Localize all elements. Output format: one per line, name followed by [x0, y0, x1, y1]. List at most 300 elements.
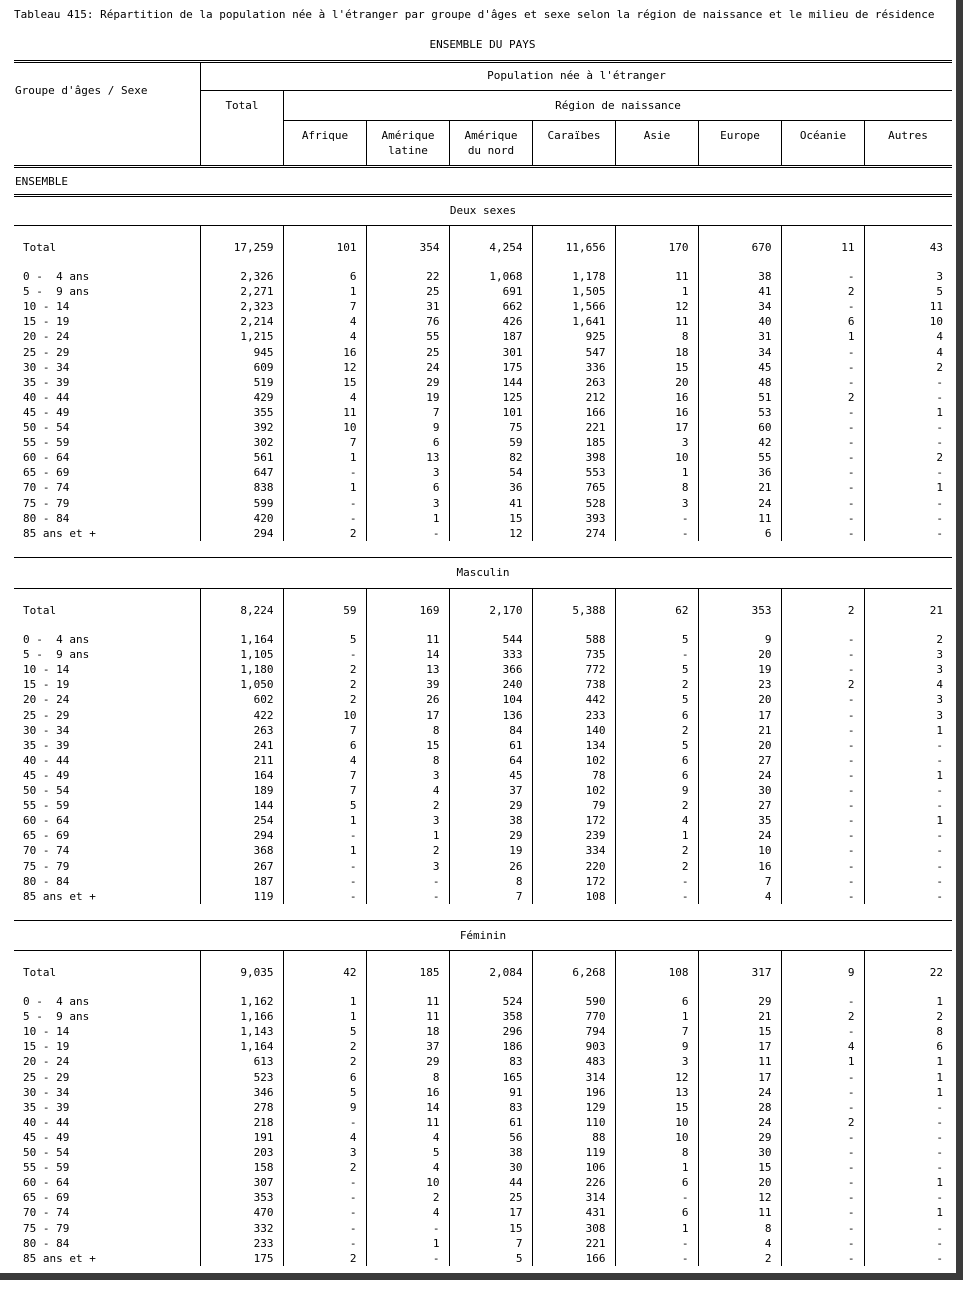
- cell: 1: [781, 329, 864, 344]
- cell: -: [864, 1236, 952, 1251]
- cell: 9: [366, 420, 449, 435]
- cell: 925: [532, 329, 615, 344]
- cell: -: [781, 526, 864, 541]
- cell: 353: [698, 603, 781, 618]
- cell: 54: [449, 465, 532, 480]
- cell: 19: [366, 390, 449, 405]
- cell: -: [781, 1236, 864, 1251]
- cell: 2: [781, 284, 864, 299]
- row-label: 15 - 19: [23, 315, 70, 329]
- cell: 5: [283, 1024, 366, 1039]
- cell: 267: [200, 859, 283, 874]
- cell: -: [781, 843, 864, 858]
- cell: 599: [200, 496, 283, 511]
- cell: -: [781, 1070, 864, 1085]
- cell: 166: [532, 405, 615, 420]
- cell: 4: [366, 1205, 449, 1220]
- cell: -: [283, 859, 366, 874]
- cell: 1: [366, 1236, 449, 1251]
- cell: 20: [615, 375, 698, 390]
- cell: 8: [366, 753, 449, 768]
- cell: 22: [864, 965, 952, 980]
- cell: 82: [449, 450, 532, 465]
- total-row: [14, 965, 952, 980]
- cell: 15: [698, 1160, 781, 1175]
- row-label: 65 - 69: [23, 1191, 70, 1205]
- cell: 1: [864, 723, 952, 738]
- cell: 212: [532, 390, 615, 405]
- table-row: [14, 768, 952, 783]
- cell: 2: [781, 677, 864, 692]
- cell: -: [864, 843, 952, 858]
- cell: 91: [449, 1085, 532, 1100]
- cell: 59: [449, 435, 532, 450]
- cell: 3: [366, 465, 449, 480]
- table-row: [14, 1039, 952, 1054]
- cell: 119: [200, 889, 283, 904]
- table-row: [14, 360, 952, 375]
- cell: 76: [366, 314, 449, 329]
- row-label: 0 - 4 ans: [23, 633, 90, 647]
- cell: 7: [283, 783, 366, 798]
- row-label: 25 - 29: [23, 708, 70, 722]
- cell: 27: [698, 798, 781, 813]
- cell: 336: [532, 360, 615, 375]
- row-label: 30 - 34: [23, 1085, 70, 1099]
- cell: 2: [864, 632, 952, 647]
- cell: 36: [449, 480, 532, 495]
- cell: 166: [532, 1251, 615, 1266]
- table-title: Répartition de la population née à l'étranger par groupe d'âges et sexe selon la région de naissance et le milieu de résidence: [100, 8, 935, 21]
- cell: 735: [532, 647, 615, 662]
- cell: 102: [532, 753, 615, 768]
- cell: -: [615, 511, 698, 526]
- cell: -: [864, 1190, 952, 1205]
- cell: 106: [532, 1160, 615, 1175]
- cell: 30: [698, 1145, 781, 1160]
- table-row: [14, 662, 952, 677]
- cell: 189: [200, 783, 283, 798]
- cell: -: [781, 299, 864, 314]
- table-row: [14, 390, 952, 405]
- cell: 6: [366, 480, 449, 495]
- row-label-header: Groupe d'âges / Sexe: [15, 84, 148, 97]
- cell: -: [615, 647, 698, 662]
- cell: 226: [532, 1175, 615, 1190]
- milieu-label: ENSEMBLE: [15, 175, 68, 188]
- cell: 7: [283, 768, 366, 783]
- cell: 392: [200, 420, 283, 435]
- row-label: 55 - 59: [23, 436, 70, 450]
- cell: 613: [200, 1054, 283, 1069]
- cell: 5: [283, 798, 366, 813]
- cell: 23: [698, 677, 781, 692]
- cell: 38: [449, 813, 532, 828]
- cell: 78: [532, 768, 615, 783]
- cell: 15: [615, 360, 698, 375]
- cell: 590: [532, 994, 615, 1009]
- cell: 6: [615, 1205, 698, 1220]
- cell: 1,166: [200, 1009, 283, 1024]
- cell: -: [864, 496, 952, 511]
- cell: 8: [615, 329, 698, 344]
- cell: 2: [615, 843, 698, 858]
- col-header-amerique-nord: Amérique du nord: [464, 129, 518, 157]
- spacer-row: [14, 589, 952, 603]
- cell: 368: [200, 843, 283, 858]
- cell: 11: [366, 632, 449, 647]
- cell: 12: [698, 1190, 781, 1205]
- cell: 39: [366, 677, 449, 692]
- table-row: [14, 1251, 952, 1266]
- cell: 13: [615, 1085, 698, 1100]
- cell: 29: [366, 375, 449, 390]
- section-title: Deux sexes: [449, 204, 517, 217]
- cell: -: [864, 828, 952, 843]
- cell: -: [781, 1130, 864, 1145]
- cell: 17,259: [200, 240, 283, 255]
- cell: -: [781, 480, 864, 495]
- row-label: 55 - 59: [23, 1161, 70, 1175]
- cell: 334: [532, 843, 615, 858]
- total-header: Total: [225, 99, 259, 112]
- row-label: 40 - 44: [23, 753, 70, 767]
- cell: 29: [698, 994, 781, 1009]
- cell: 11: [781, 240, 864, 255]
- cell: 2: [615, 798, 698, 813]
- cell: -: [781, 360, 864, 375]
- region-header: Région de naissance: [555, 99, 681, 112]
- cell: 355: [200, 405, 283, 420]
- table-row: [14, 783, 952, 798]
- cell: 6: [283, 1070, 366, 1085]
- cell: 4: [283, 753, 366, 768]
- cell: 17: [449, 1205, 532, 1220]
- row-label: 45 - 49: [23, 405, 70, 419]
- table-row: [14, 1160, 952, 1175]
- cell: 1: [864, 1175, 952, 1190]
- cell: 1: [615, 1221, 698, 1236]
- cell: 1: [864, 1054, 952, 1069]
- row-label: 85 ans et +: [23, 1251, 96, 1265]
- cell: 2: [283, 662, 366, 677]
- cell: 2: [698, 1251, 781, 1266]
- row-label: 20 - 24: [23, 330, 70, 344]
- table-row: [14, 738, 952, 753]
- col-header-autres: Autres: [888, 129, 928, 142]
- cell: -: [864, 390, 952, 405]
- cell: 1,164: [200, 632, 283, 647]
- cell: 35: [698, 813, 781, 828]
- cell: 366: [449, 662, 532, 677]
- cell: 738: [532, 677, 615, 692]
- cell: 2: [781, 1115, 864, 1130]
- cell: 5: [283, 632, 366, 647]
- cell: -: [781, 994, 864, 1009]
- cell: -: [781, 465, 864, 480]
- table-row: [14, 284, 952, 299]
- cell: 239: [532, 828, 615, 843]
- cell: 29: [449, 828, 532, 843]
- cell: 1: [366, 511, 449, 526]
- cell: 11: [615, 314, 698, 329]
- cell: 4: [366, 783, 449, 798]
- cell: 175: [449, 360, 532, 375]
- row-label: 70 - 74: [23, 481, 70, 495]
- cell: 61: [449, 738, 532, 753]
- cell: 24: [698, 1085, 781, 1100]
- header-top-rule-2: [14, 62, 952, 63]
- header-top-rule: [14, 60, 952, 61]
- table-row: [14, 692, 952, 707]
- cell: 14: [366, 1100, 449, 1115]
- table-row: [14, 435, 952, 450]
- cell: -: [781, 1160, 864, 1175]
- row-label: 75 - 79: [23, 1221, 70, 1235]
- cell: 2: [781, 1009, 864, 1024]
- table-row: [14, 345, 952, 360]
- row-label: 25 - 29: [23, 1070, 70, 1084]
- cell: 211: [200, 753, 283, 768]
- cell: 62: [615, 603, 698, 618]
- cell: 1: [615, 465, 698, 480]
- cell: 104: [449, 692, 532, 707]
- cell: 3: [864, 647, 952, 662]
- header-rule-population: [200, 90, 952, 91]
- table-row: [14, 1009, 952, 1024]
- cell: 314: [532, 1070, 615, 1085]
- row-label: 15 - 19: [23, 678, 70, 692]
- cell: -: [781, 662, 864, 677]
- table-row: [14, 269, 952, 284]
- cell: 294: [200, 526, 283, 541]
- cell: -: [781, 1221, 864, 1236]
- cell: -: [781, 496, 864, 511]
- cell: 17: [615, 420, 698, 435]
- cell: 220: [532, 859, 615, 874]
- cell: -: [283, 647, 366, 662]
- scope-label: ENSEMBLE DU PAYS: [429, 38, 536, 51]
- table-row: [14, 889, 952, 904]
- cell: 7: [449, 1236, 532, 1251]
- cell: 5: [366, 1145, 449, 1160]
- cell: 9: [283, 1100, 366, 1115]
- cell: 101: [283, 240, 366, 255]
- cell: 110: [532, 1115, 615, 1130]
- cell: 1: [864, 768, 952, 783]
- cell: 2: [283, 1054, 366, 1069]
- table-row: [14, 314, 952, 329]
- table-row: [14, 813, 952, 828]
- cell: 6: [615, 708, 698, 723]
- col-header-oceanie: Océanie: [799, 129, 847, 142]
- milieu-rule-2: [14, 196, 952, 197]
- cell: -: [781, 738, 864, 753]
- cell: 6: [698, 526, 781, 541]
- cell: 2: [615, 859, 698, 874]
- cell: 13: [366, 450, 449, 465]
- section-end-rule: [14, 557, 952, 558]
- table-row: [14, 1100, 952, 1115]
- cell: 903: [532, 1039, 615, 1054]
- cell: 2: [366, 843, 449, 858]
- row-label: 0 - 4 ans: [23, 995, 90, 1009]
- cell: 3: [864, 662, 952, 677]
- section-end-rule: [14, 920, 952, 921]
- cell: -: [615, 1236, 698, 1251]
- cell: 3: [283, 1145, 366, 1160]
- cell: 314: [532, 1190, 615, 1205]
- cell: 2: [615, 677, 698, 692]
- cell: 263: [200, 723, 283, 738]
- cell: 6: [615, 994, 698, 1009]
- cell: 21: [698, 1009, 781, 1024]
- cell: -: [781, 723, 864, 738]
- cell: 45: [698, 360, 781, 375]
- cell: 11: [283, 405, 366, 420]
- cell: 1: [283, 284, 366, 299]
- cell: -: [864, 375, 952, 390]
- row-label: 80 - 84: [23, 511, 70, 525]
- cell: 11: [698, 1054, 781, 1069]
- cell: 2: [615, 723, 698, 738]
- cell: 16: [283, 345, 366, 360]
- cell: 278: [200, 1100, 283, 1115]
- cell: 13: [366, 662, 449, 677]
- cell: 1,105: [200, 647, 283, 662]
- row-label: 85 ans et +: [23, 526, 96, 540]
- row-label: 10 - 14: [23, 663, 70, 677]
- table-row: [14, 647, 952, 662]
- row-label: 50 - 54: [23, 784, 70, 798]
- cell: 3: [366, 768, 449, 783]
- cell: 19: [698, 662, 781, 677]
- cell: 4: [698, 1236, 781, 1251]
- cell: 59: [283, 603, 366, 618]
- table-row: [14, 753, 952, 768]
- cell: -: [781, 345, 864, 360]
- cell: 25: [366, 284, 449, 299]
- cell: 470: [200, 1205, 283, 1220]
- cell: 9: [698, 632, 781, 647]
- cell: -: [864, 738, 952, 753]
- cell: 2: [366, 798, 449, 813]
- cell: 11: [864, 299, 952, 314]
- cell: 34: [698, 299, 781, 314]
- cell: 3: [366, 813, 449, 828]
- cell: 1,566: [532, 299, 615, 314]
- cell: 561: [200, 450, 283, 465]
- cell: -: [781, 632, 864, 647]
- table-row: [14, 874, 952, 889]
- cell: 1,068: [449, 269, 532, 284]
- cell: 10: [283, 420, 366, 435]
- cell: 1: [366, 828, 449, 843]
- cell: 30: [449, 1160, 532, 1175]
- cell: 8: [449, 874, 532, 889]
- table-row: [14, 526, 952, 541]
- row-label: 20 - 24: [23, 1055, 70, 1069]
- cell: 1: [615, 284, 698, 299]
- cell: 41: [698, 284, 781, 299]
- row-label: 35 - 39: [23, 1100, 70, 1114]
- cell: -: [864, 511, 952, 526]
- row-label: 75 - 79: [23, 859, 70, 873]
- cell: 30: [698, 783, 781, 798]
- cell: -: [283, 1205, 366, 1220]
- table-row: [14, 405, 952, 420]
- cell: 317: [698, 965, 781, 980]
- row-label: 20 - 24: [23, 693, 70, 707]
- cell: 15: [698, 1024, 781, 1039]
- table-row: [14, 843, 952, 858]
- cell: 2: [283, 677, 366, 692]
- cell: -: [366, 1221, 449, 1236]
- cell: 4: [781, 1039, 864, 1054]
- cell: 37: [366, 1039, 449, 1054]
- cell: 483: [532, 1054, 615, 1069]
- col-header-europe: Europe: [720, 129, 760, 142]
- cell: -: [864, 1251, 952, 1266]
- cell: 3: [615, 1054, 698, 1069]
- cell: 945: [200, 345, 283, 360]
- cell: 203: [200, 1145, 283, 1160]
- cell: 10: [615, 450, 698, 465]
- cell: 164: [200, 768, 283, 783]
- table-row: [14, 496, 952, 511]
- cell: -: [615, 526, 698, 541]
- row-label: 50 - 54: [23, 421, 70, 435]
- cell: 8: [366, 723, 449, 738]
- cell: 2,214: [200, 314, 283, 329]
- cell: 144: [449, 375, 532, 390]
- cell: 61: [449, 1115, 532, 1130]
- cell: -: [864, 420, 952, 435]
- cell: 3: [864, 692, 952, 707]
- cell: -: [283, 496, 366, 511]
- cell: 25: [366, 345, 449, 360]
- cell: 15: [283, 375, 366, 390]
- cell: -: [781, 1100, 864, 1115]
- cell: 41: [449, 496, 532, 511]
- cell: 2: [781, 390, 864, 405]
- cell: 10: [615, 1130, 698, 1145]
- cell: 7: [366, 405, 449, 420]
- cell: 2: [864, 450, 952, 465]
- table-row: [14, 1205, 952, 1220]
- table-row: [14, 1221, 952, 1236]
- cell: 353: [200, 1190, 283, 1205]
- table-row: [14, 420, 952, 435]
- table-row: [14, 450, 952, 465]
- cell: 240: [449, 677, 532, 692]
- cell: 1,178: [532, 269, 615, 284]
- section-title: Masculin: [456, 566, 510, 579]
- cell: 1: [864, 1205, 952, 1220]
- table-row: [14, 299, 952, 314]
- spacer-row: [14, 951, 952, 965]
- cell: 10: [698, 843, 781, 858]
- cell: -: [864, 859, 952, 874]
- cell: 101: [449, 405, 532, 420]
- cell: 398: [532, 450, 615, 465]
- cell: 1: [864, 813, 952, 828]
- table-row: [14, 465, 952, 480]
- cell: 1,641: [532, 314, 615, 329]
- cell: 20: [698, 647, 781, 662]
- cell: -: [781, 269, 864, 284]
- cell: -: [781, 1024, 864, 1039]
